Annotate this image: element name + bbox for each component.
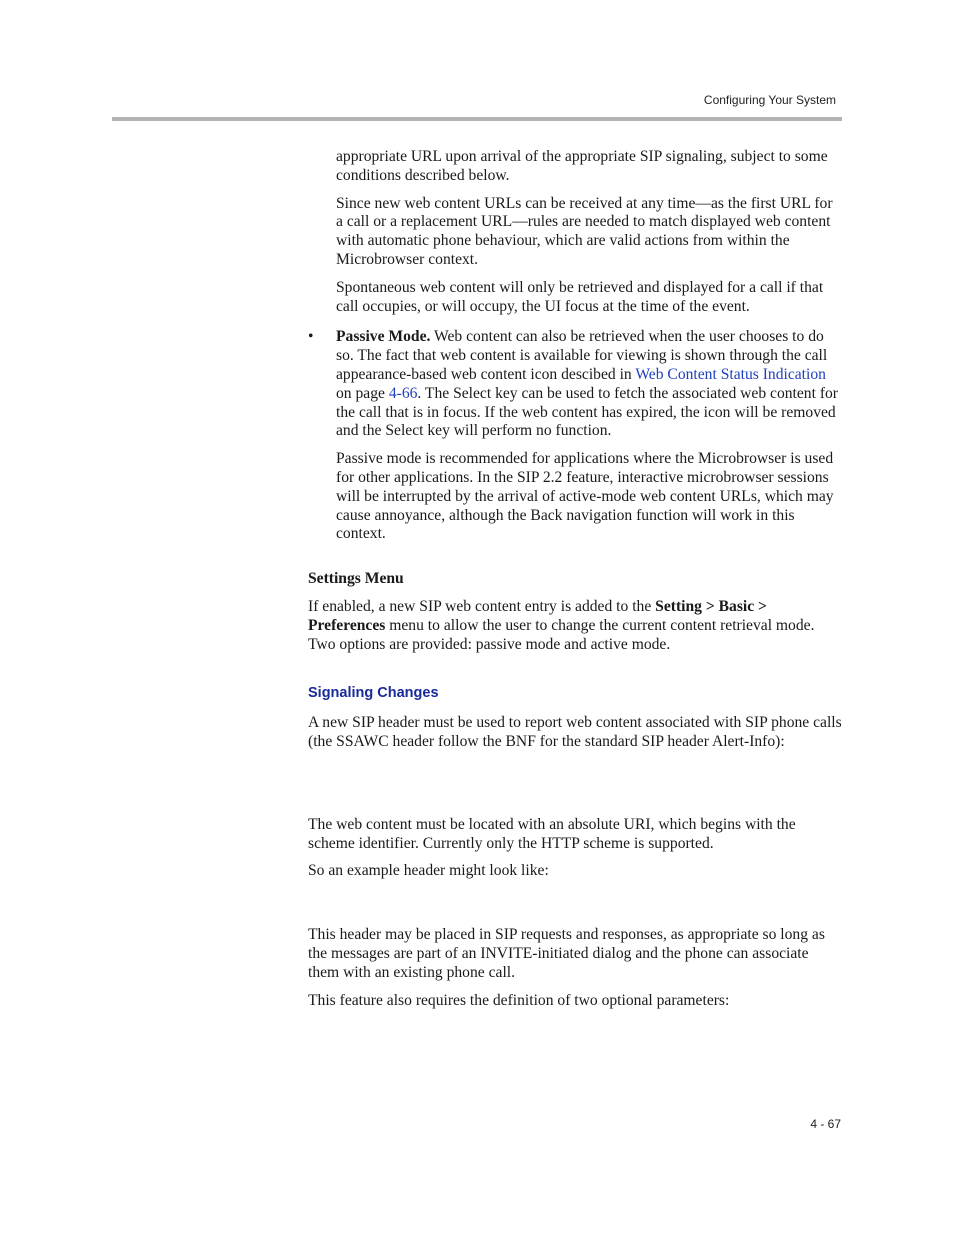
bullet-icon: • [308, 328, 314, 346]
running-header: Configuring Your System [703, 93, 836, 107]
settings-menu-path: Setting > Basic > Preferences [308, 597, 767, 634]
paragraph-header-placement: This header may be placed in SIP requests and responses, as appropriate so long as the messages are part of an INVITE-initiated dialog and the phone can associate them with an existing phone call. [308, 926, 825, 981]
document-body [308, 148, 843, 1019]
paragraph-absolute-uri: The web content must be located with an absolute URI, which begins with the scheme identifier. Currently only the HTTP scheme is supported. [308, 815, 796, 852]
link-web-content-status[interactable]: Web Content Status Indication [635, 365, 826, 383]
bullet-text-c: . The Select key can be used to fetch the associated web content for the call that is in focus. If the web content has expired, the icon will be removed and the Select key will perform no function. [336, 384, 839, 440]
page-number: 4 - 67 [810, 1117, 841, 1131]
paragraph-url-rules: Since new web content URLs can be received at any time—as the first URL for a call or a replacement URL—rules are needed to match displayed web content with automatic phone behaviour, which are valid actions from within the Microbrowser context. [336, 194, 833, 268]
bullet-lead: Passive Mode. [336, 328, 431, 346]
paragraph-example-header: So an example header might look like: [308, 862, 549, 880]
settings-text-a: If enabled, a new SIP web content entry is added to the [308, 597, 656, 615]
link-page-ref[interactable]: 4-66 [388, 384, 418, 402]
paragraph-active-mode-continued: appropriate URL upon arrival of the appropriate SIP signaling, subject to some conditions described below. [336, 148, 828, 184]
settings-text-b: menu to allow the user to change the current content retrieval mode. Two options are provided: passive mode and active mode. [308, 616, 815, 653]
signaling-changes-heading: Signaling Changes [308, 685, 439, 702]
bullet-text-a: Web content can also be retrieved when the user chooses to do so. The fact that web content is available for viewing is shown through the call appearance-based web content icon descibed in [336, 328, 828, 383]
settings-menu-heading: Settings Menu [308, 570, 404, 588]
bullet-passive-mode [308, 328, 843, 441]
paragraph-settings [308, 598, 843, 654]
header-divider [112, 117, 842, 121]
paragraph-passive-recommended: Passive mode is recommended for applications where the Microbrowser is used for other applications. In the SIP 2.2 feature, interactive microbrowser sessions will be interrupted by the arrival of active-mode web content URLs, which may cause annoyance, although the Back navigation function will work in this context. [336, 450, 834, 543]
bullet-text-b: on page [336, 384, 389, 402]
paragraph-sip-header: A new SIP header must be used to report web content associated with SIP phone calls (the SSAWC header follow the BNF for the standard SIP header Alert-Info): [308, 714, 842, 750]
paragraph-spontaneous-content: Spontaneous web content will only be retrieved and displayed for a call if that call occupies, or will occupy, the UI focus at the time of the event. [336, 278, 824, 315]
paragraph-optional-parameters: This feature also requires the definition of two optional parameters: [308, 991, 730, 1009]
